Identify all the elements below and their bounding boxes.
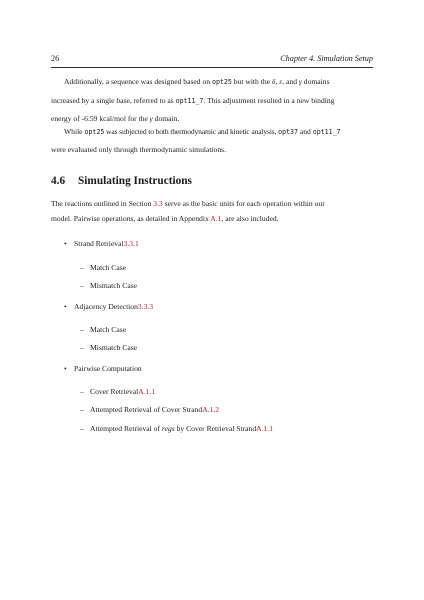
- section-number: 4.6: [51, 175, 66, 187]
- section-link[interactable]: 3.3: [153, 199, 163, 208]
- ref-link[interactable]: 3.3.1: [123, 239, 139, 248]
- sub-list-item: – Cover RetrievalA.1.1: [80, 387, 156, 396]
- bullet-icon: •: [64, 364, 67, 373]
- appendix-link[interactable]: A.1: [210, 214, 222, 223]
- section-title: Simulating Instructions: [78, 175, 192, 187]
- bullet-icon: •: [64, 239, 67, 248]
- dash-icon: –: [80, 424, 84, 433]
- para3-line1: The reactions outlined in Section 3.3 serve as the basic units for each operation within our: [51, 199, 325, 208]
- dash-icon: –: [80, 405, 84, 414]
- header-rule: [51, 67, 373, 68]
- para1-line2: increased by a single base, referred to as opt11_7. This adjustment resulted in a new binding: [51, 96, 335, 105]
- para3-line2: model. Pairwise operations, as detailed in Appendix A.1, are also included.: [51, 214, 279, 223]
- dash-icon: –: [80, 343, 84, 352]
- ref-link[interactable]: 3.3.3: [137, 302, 154, 311]
- ref-link[interactable]: A.1.1: [138, 387, 156, 396]
- page-number: 26: [51, 54, 60, 63]
- sub-list-item: – Match Case: [80, 263, 127, 272]
- list-item: • Strand Retrieval3.3.1: [64, 239, 139, 248]
- dash-icon: –: [80, 387, 84, 396]
- sub-list-item: – Attempted Retrieval of Cover StrandA.1.2: [80, 405, 220, 414]
- ref-link[interactable]: A.1.1: [256, 424, 273, 433]
- dash-icon: –: [80, 325, 84, 334]
- list-item: • Pairwise Computation: [64, 364, 142, 373]
- para2-line2: were evaluated only through thermodynamic simulations.: [51, 145, 227, 154]
- list-item: • Adjacency Detection3.3.3: [64, 302, 154, 311]
- sub-list-item: – Match Case: [80, 325, 127, 334]
- para2-line1: While opt25 was subjected to both thermodynamic and kinetic analysis, opt37 and opt11_7: [64, 127, 341, 136]
- dash-icon: –: [80, 263, 84, 272]
- chapter-title: Chapter 4. Simulation Setup: [280, 54, 373, 63]
- dash-icon: –: [80, 281, 84, 290]
- sub-list-item: – Mismatch Case: [80, 343, 138, 352]
- bullet-icon: •: [64, 302, 67, 311]
- sub-list-item: – Attempted Retrieval of regs by Cover Retrieval StrandA.1.1: [80, 424, 273, 433]
- para1-line1: Additionally, a sequence was designed based on opt25 but with the δ, ε, and γ domains: [64, 77, 330, 86]
- ref-link[interactable]: A.1.2: [202, 405, 220, 414]
- para1-line3: energy of -6.59 kcal/mol for the γ domain.: [51, 114, 180, 123]
- sub-list-item: – Mismatch Case: [80, 281, 138, 290]
- section-heading: [51, 175, 192, 187]
